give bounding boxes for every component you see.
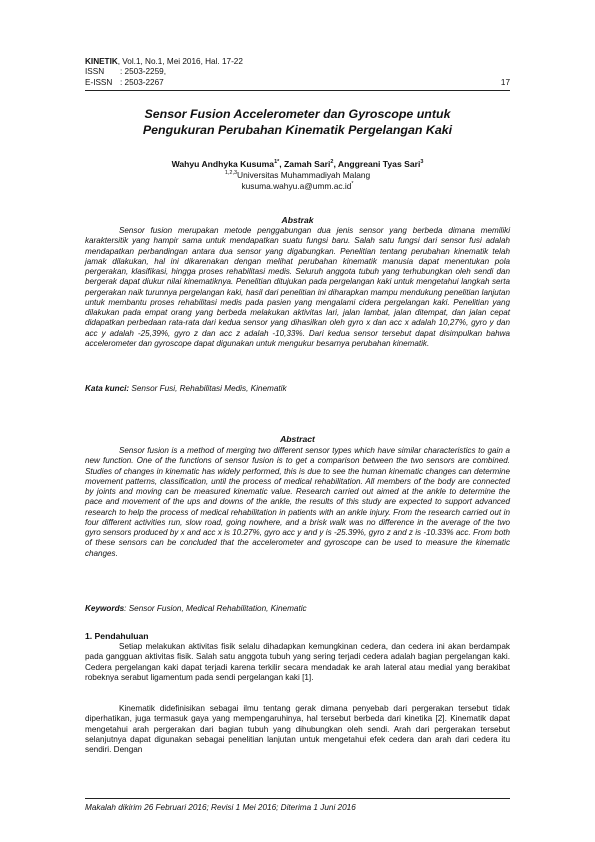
header-rule	[85, 90, 510, 91]
affiliation-block	[85, 170, 510, 192]
author-3: , Anggreani Tyas Sari	[333, 159, 421, 169]
issn-value: : 2503-2259,	[120, 67, 166, 77]
author-email[interactable]: kusuma.wahyu.a@umm.ac.id	[241, 181, 352, 191]
abstract-heading: Abstract	[280, 434, 315, 444]
author-3-mark: 3	[420, 159, 424, 166]
keywords-text: : Sensor Fusion, Medical Rehabilitation, Kinematic	[124, 604, 307, 613]
author-1-mark: 1*	[274, 159, 280, 166]
page-number: 17	[500, 77, 510, 87]
section-heading: 1. Pendahuluan	[85, 631, 149, 641]
eissn-label: E-ISSN	[85, 77, 113, 87]
kata-kunci-text: Sensor Fusi, Rehabilitasi Medis, Kinematik	[129, 384, 287, 393]
journal-citation	[85, 57, 510, 67]
journal-header	[85, 57, 510, 88]
issn-label: ISSN	[85, 67, 105, 77]
author-2-mark: 2	[330, 159, 334, 166]
journal-volume: , Vol.1, No.1, Mei 2016, Hal. 17-22	[117, 57, 243, 66]
keywords	[85, 604, 510, 613]
affiliation-mark: 1,2,3	[224, 170, 238, 177]
issn-row	[85, 67, 510, 77]
body-paragraph-1: Setiap melakukan aktivitas fisik selalu dihadapkan kemungkinan cedera, dan cedera ini akan berdampak pada gangguan aktivitas fisik. Salah satu anggota tubuh yang sering terjadi cedera adalah bagian pergelangan kaki. Cedera pergelangan kaki dapat terjadi karena terkilir secara mendadak ke arah lateral atau medial yang berakibat robeknya serabut ligamentum pada sendi pergelangan kaki [1].	[85, 642, 510, 683]
footer-rule	[85, 798, 510, 799]
eissn-value: : 2503-2267	[120, 77, 164, 87]
kata-kunci-label: Kata kunci:	[85, 384, 130, 393]
affiliation-name: Universitas Muhammadiyah Malang	[237, 170, 371, 180]
title-line-2: Pengukuran Perubahan Kinematik Pergelangan Kaki	[142, 122, 453, 137]
email-line	[85, 181, 510, 192]
journal-name: KINETIK	[85, 57, 118, 66]
author-list	[85, 159, 510, 169]
email-mark: *	[351, 181, 354, 188]
keywords-label: Keywords	[85, 604, 125, 613]
kata-kunci	[85, 384, 510, 393]
author-1: Wahyu Andhyka Kusuma	[171, 159, 275, 169]
affiliation	[85, 170, 510, 181]
submission-dates: Makalah dikirim 26 Februari 2016; Revisi 1 Mei 2016; Diterima 1 Juni 2016	[85, 803, 356, 812]
paper-title	[85, 107, 510, 138]
abstract-text: Sensor fusion is a method of merging two different sensor types which have similar characteristics to gain a new function. One of the functions of sensor fusion is to get a comparison between the two sensors are combined. Studies of changes in kinematic has widely performed, this is due to see the human kinematic changes can determine movement patterns, classification, until the process of medical rehabilitation. All members of the body are connected by joints and moving can be measured kinematic value. Research carried out aimed at the ankle to determine the pace and movement of the ups and downs of the ankle, the results of this study are expected to support advanced research to help the process of medical rehabilitation in patients with an ankle injury. From the research carried out in four different activities run, slow road, going nowhere, and a brisk walk was no difference in the average of the two gyro sensors produced by x and acc x is 10.27%, gyro acc y and y is -25.39%, gyro z and z is -10.33% acc. From both of these sensors can be concluded that the accelerometer and gyroscope can be used to measure the kinematic changes.	[85, 446, 510, 558]
abstrak-text: Sensor fusion merupakan metode penggabungan dua jenis sensor yang berbeda dimana memiliki karaktersitik yang hampir sama untuk mendapatkan suatu fungsi baru. Salah satu fungsi dari sensor fusi adalah mendapatkan perbandingan antara dua sensor yang digabungkan. Penelitian tentang perubahan kinematik telah jamak dilakukan, hal ini dikarenakan dengan melihat perubahan kinematik manusia dapat menentukan pola pergerakan, klasifikasi, hingga proses rehabilitasi medis. Seluruh anggota tubuh yang terhubungkan oleh sendi dan bergerak dapat diukur nilai kinematiknya. Penelitian ditujukan pada pergelangan kaki untuk mengetahui langkah serta pergerakan naik turunnya pergelangan kaki, hasil dari penelitian ini diharapkan mampu mendukung penelitian lanjutan untuk membantu proses rehabilitasi medis pada pasien yang mengalami cidera pergelangan kaki. Penelitian yang dilakukan pada empat orang yang berbeda melakukan aktivitas lari, jalan lambat, jalan ditempat, dan jalan cepat didapatkan perbedaan rata-rata dari kedua sensor yang dihasilkan oleh gyro x dan acc x adalah 10,27%, gyro y dan acc y adalah -25,39%, gyro z dan acc z adalah -10,33%. Dari kedua sensor tersebut dapat disimpulkan bahwa accelerometer dan gyroscope dapat digunakan untuk mengukur besarnya perubahan kinematik.	[85, 226, 510, 348]
title-line-1: Sensor Fusion Accelerometer dan Gyroscope untuk	[144, 107, 451, 121]
abstrak-heading: Abstrak	[281, 215, 314, 225]
eissn-row	[85, 78, 510, 88]
author-2: , Zamah Sari	[279, 159, 331, 169]
body-paragraph-2: Kinematik didefinisikan sebagai ilmu tentang gerak dimana penyebab dari pergerakan tersebut tidak diperhatikan, juga termasuk gaya yang mempengaruhinya, hal tersebut berbeda dari kinetika [2]. Kinematik dapat mengetahui arah pergerakan dari bagian tubuh yang dihubungkan oleh sendi. Arah dari pergerakan tersebut selanjutnya dapat digunakan sebagai penelitian lanjutan untuk mengetahui efek cedera dan arah dari cedera itu sendiri. Dengan	[85, 704, 510, 755]
